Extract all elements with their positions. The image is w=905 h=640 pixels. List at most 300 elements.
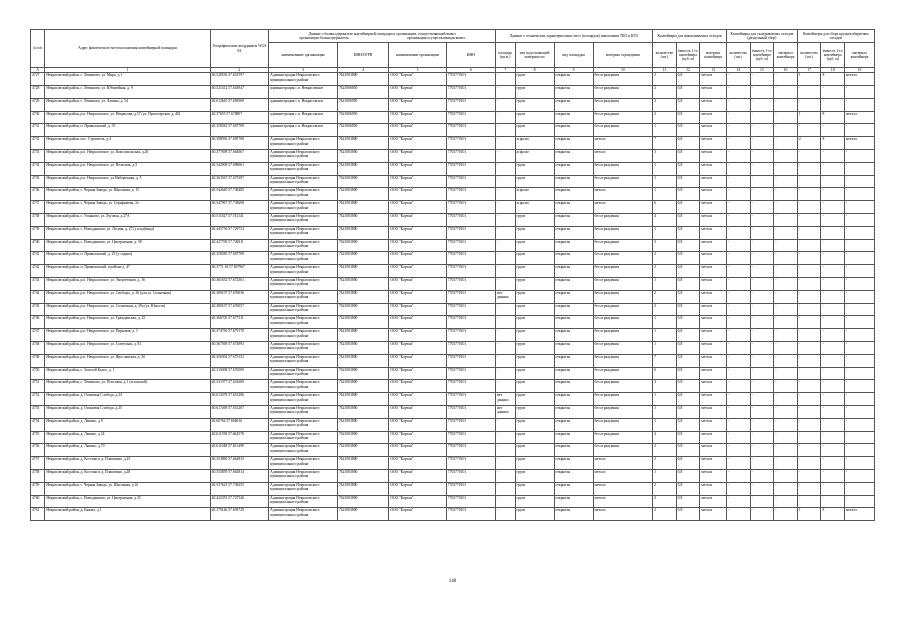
table-cell: - (726, 201, 750, 214)
table-cell: - (821, 239, 845, 252)
table-cell: 4738 (31, 214, 45, 227)
table-cell: 1 (653, 329, 677, 342)
table-cell: - (774, 150, 798, 163)
col-num: 10 (593, 68, 653, 73)
table-cell: без ограждения (593, 162, 653, 175)
table-cell: - (496, 278, 516, 291)
header-tech-group: Данные о технических характеристиках мест (площадок) накопления ТКО и КГО (496, 30, 653, 43)
table-cell: - (750, 201, 774, 214)
table-cell: Некрасовский район, д. Осиновая Слобода, д.24 (45, 393, 210, 406)
table-cell: металл (593, 482, 653, 495)
header-inn-ogrn: ИНН/ОГРН (337, 43, 388, 68)
table-cell: - (750, 98, 774, 111)
table-cell: 40.531977 57.641669 (210, 380, 269, 393)
table-row (31, 431, 875, 444)
table-cell: ООО "Картан" (389, 252, 446, 265)
table-cell: 4745 (31, 303, 45, 316)
table-cell: - (726, 188, 750, 201)
table-cell: - (797, 444, 821, 457)
table-cell: 3 (653, 98, 677, 111)
table-cell: Администрация Некрасовского муниципального района (269, 354, 338, 367)
table-cell: 2 (653, 73, 677, 86)
table-cell: ООО "Картан" (389, 380, 446, 393)
table-cell: ООО "Картан" (389, 393, 446, 406)
table-cell: - (797, 278, 821, 291)
table-cell: - (726, 137, 750, 150)
table-cell: Некрасовский район, д. Бяковл, д.1 (45, 508, 210, 521)
table-cell: 0,8 (676, 150, 700, 163)
table-cell: Администрация Некрасовского муниципального района (269, 214, 338, 227)
table-cell: - (750, 124, 774, 137)
table-cell: 0,8 (676, 188, 700, 201)
table-cell: 1 (653, 226, 677, 239)
table-cell: ООО "Картан" (389, 226, 446, 239)
header-geo: Географические координаты WGS 84 (210, 30, 269, 68)
table-cell: металл (700, 431, 727, 444)
table-cell: - (774, 111, 798, 124)
table-cell: без ограждения (593, 418, 653, 431)
header-balance-sub: организация-балансодержатель (299, 36, 349, 40)
table-cell: - (845, 265, 875, 278)
table-cell: 40.521412 57.643947 (210, 86, 269, 99)
table-cell: - (797, 303, 821, 316)
table-cell: 0,8 (676, 265, 700, 278)
table-cell: 8 (821, 111, 845, 124)
table-cell: 0,8 (676, 201, 700, 214)
table-cell: 3 (653, 150, 677, 163)
table-row (31, 252, 875, 265)
table-cell: 7621003800 (337, 137, 388, 150)
table-cell: - (797, 98, 821, 111)
table-cell: 7703770101 (446, 470, 495, 483)
table-cell: Администрация Некрасовского муниципального района (269, 265, 338, 278)
table-cell: - (774, 406, 798, 419)
table-cell: Администрация Некрасовского муниципального района (269, 418, 338, 431)
table-cell: 7703770101 (446, 73, 495, 86)
table-cell: металл (593, 508, 653, 521)
table-cell: - (797, 329, 821, 342)
table-cell: 7703770101 (446, 111, 495, 124)
table-cell: 0,8 (676, 73, 700, 86)
table-cell: - (797, 290, 821, 303)
col-num: 16 (774, 68, 798, 73)
table-cell: Администрация Некрасовского муниципального района (269, 137, 338, 150)
table-cell: - (496, 457, 516, 470)
table-cell: - (821, 329, 845, 342)
table-cell: - (774, 188, 798, 201)
table-cell: - (845, 316, 875, 329)
table-cell: ООО "Картан" (389, 98, 446, 111)
table-cell: ООО "Картан" (389, 278, 446, 291)
table-cell: 8 (821, 508, 845, 521)
table-cell: - (845, 239, 875, 252)
table-cell: ООО "Картан" (389, 162, 446, 175)
header-carrier-sub: организация осуществляющая вывоз (406, 36, 465, 40)
table-cell: асфальт (515, 137, 554, 150)
table-cell: - (774, 239, 798, 252)
table-cell: 4759 (31, 482, 45, 495)
table-cell: - (845, 329, 875, 342)
table-cell: грунт (515, 303, 554, 316)
table-row (31, 495, 875, 508)
table-cell: 7621003800 (337, 444, 388, 457)
col-num: 18 (821, 68, 845, 73)
table-cell: Некрасовский район, п. Приволжский, д. 35 (45, 124, 210, 137)
col-num: 17 (797, 68, 821, 73)
header-surface: тип подстилающей поверхности (515, 43, 554, 68)
table-cell: без ограждения (593, 252, 653, 265)
header-qty-1: количество (шт.) (653, 43, 677, 68)
table-cell: 40.361632 57.672361 (210, 278, 269, 291)
table-cell: - (750, 482, 774, 495)
table-cell: 4752 (31, 393, 45, 406)
table-cell: - (750, 329, 774, 342)
table-cell: 40.537623 57.738255 (210, 482, 269, 495)
table-cell: 0,8 (676, 508, 700, 521)
table-cell: 7703770101 (446, 239, 495, 252)
table-cell: грунт (515, 354, 554, 367)
table-cell: - (496, 495, 516, 508)
table-cell: 0,8 (676, 226, 700, 239)
table-cell: - (845, 482, 875, 495)
table-cell: 40.377698 57.664067 (210, 150, 269, 163)
table-cell: - (774, 444, 798, 457)
table-cell: открытая (554, 316, 593, 329)
table-cell: грунт (515, 111, 554, 124)
table-cell: открытая (554, 406, 593, 419)
table-cell: - (845, 188, 875, 201)
table-cell: без ограждения (593, 278, 653, 291)
table-cell: без ограждения (593, 342, 653, 355)
col-num: 11 (653, 68, 677, 73)
table-cell: металл (700, 354, 727, 367)
table-cell: открытая (554, 98, 593, 111)
table-cell: Администрация Некрасовского муниципального района (269, 252, 338, 265)
table-cell: без ограждения (593, 431, 653, 444)
table-cell: 40.353869 57.662815 (210, 457, 269, 470)
header-material-1: материал контейнера (700, 43, 727, 68)
table-cell: 4757 (31, 457, 45, 470)
table-cell: 0,8 (676, 316, 700, 329)
col-num: 19 (845, 68, 875, 73)
table-cell: - (496, 354, 516, 367)
table-cell: металл (845, 111, 875, 124)
table-cell: ООО "Картан" (389, 457, 446, 470)
table-cell: грунт (515, 457, 554, 470)
col-num: 9 (554, 68, 593, 73)
table-cell: - (774, 265, 798, 278)
table-cell: 0,8 (676, 239, 700, 252)
table-cell: - (750, 111, 774, 124)
table-cell: без ограждения (593, 329, 653, 342)
table-cell: 7703770101 (446, 444, 495, 457)
table-cell: открытая (554, 214, 593, 227)
table-cell: - (821, 457, 845, 470)
table-cell: - (750, 175, 774, 188)
table-cell: 2 (653, 290, 677, 303)
table-cell: открытая (554, 290, 593, 303)
table-cell: открытая (554, 252, 593, 265)
table-cell: металл (700, 482, 727, 495)
table-cell: 0,8 (676, 418, 700, 431)
table-cell: - (797, 495, 821, 508)
table-cell: Некрасовский район, р.п. Некрасовское, ул. Некрасова, д.57 (ул. Пролетарская, д. 40) (45, 111, 210, 124)
table-cell: - (750, 239, 774, 252)
table-row (31, 137, 875, 150)
table-cell: открытая (554, 418, 593, 431)
page-number: 140 (448, 579, 457, 584)
table-cell: 0,8 (676, 354, 700, 367)
table-cell: 0,8 (676, 303, 700, 316)
table-cell: - (496, 124, 516, 137)
table-cell: - (750, 265, 774, 278)
table-cell: - (496, 431, 516, 444)
table-cell: 7703770101 (446, 342, 495, 355)
col-num: А (31, 68, 45, 73)
table-cell: - (750, 150, 774, 163)
header-area: площадь (кв.м.) (496, 43, 516, 68)
table-cell: - (726, 86, 750, 99)
table-cell: 40.367569 57.674993 (210, 342, 269, 355)
table-cell: 4729 (31, 98, 45, 111)
table-cell: - (845, 457, 875, 470)
table-cell: 7703770101 (446, 175, 495, 188)
table-row (31, 265, 875, 278)
table-cell: открытая (554, 354, 593, 367)
table-row (31, 162, 875, 175)
table-cell: - (750, 470, 774, 483)
table-cell: - (496, 86, 516, 99)
table-cell: ООО "Картан" (389, 73, 446, 86)
table-cell: 40.363567 57.675397 (210, 175, 269, 188)
table-cell: металл (845, 73, 875, 86)
table-cell: грунт (515, 265, 554, 278)
table-row (31, 482, 875, 495)
header-material-2: материал контейнера (774, 43, 798, 68)
table-cell: 0,8 (676, 329, 700, 342)
table-cell: - (845, 226, 875, 239)
table-cell: без ограждения (593, 226, 653, 239)
table-cell: - (797, 457, 821, 470)
table-cell: без ограждения (593, 124, 653, 137)
table-cell: администрация с.п. Некрасовское (269, 124, 338, 137)
table-cell: Администрация Некрасовского муниципального района (269, 508, 338, 521)
table-cell: грунт (515, 239, 554, 252)
table-cell: грунт (515, 380, 554, 393)
table-cell: 7621003800 (337, 175, 388, 188)
table-cell: 4739 (31, 226, 45, 239)
table-cell: асфальт (515, 150, 554, 163)
table-cell: - (726, 316, 750, 329)
header-carrier-name: наименование организации (389, 43, 446, 68)
table-cell: 0,8 (676, 278, 700, 291)
table-cell: 7703770101 (446, 124, 495, 137)
table-cell: ООО "Картан" (389, 124, 446, 137)
table-cell: - (845, 380, 875, 393)
table-cell: 40.445756 57.729754 (210, 226, 269, 239)
table-row (31, 73, 875, 86)
table-cell: 4754 (31, 418, 45, 431)
table-cell: Некрасовский район, д. Осиновая Слобода, д.25 (45, 406, 210, 419)
table-cell: - (845, 470, 875, 483)
table-cell: металл (845, 137, 875, 150)
registry-sheet (30, 29, 875, 521)
table-cell: 40.356302 57.675152 (210, 354, 269, 367)
table-cell: металл (700, 406, 727, 419)
table-cell: - (726, 150, 750, 163)
table-cell: 40.511827 57.741141 (210, 214, 269, 227)
table-cell: - (496, 367, 516, 380)
table-cell: - (845, 367, 875, 380)
table-cell: 4728 (31, 86, 45, 99)
table-cell: - (797, 393, 821, 406)
table-cell: без ограждения (593, 406, 653, 419)
table-cell: без ограждения (593, 239, 653, 252)
table-cell: - (845, 201, 875, 214)
table-cell: - (797, 124, 821, 137)
table-cell: 4742 (31, 265, 45, 278)
table-cell: - (821, 98, 845, 111)
table-cell: асфальт (515, 188, 554, 201)
table-cell: грунт (515, 406, 554, 419)
table-cell: Администрация Некрасовского муниципального района (269, 316, 338, 329)
table-cell: 4734 (31, 162, 45, 175)
table-cell: грунт (515, 73, 554, 86)
table-cell: Некрасовский район, д. Лапино, д.9 (45, 418, 210, 431)
table-row (31, 278, 875, 291)
table-cell: - (821, 406, 845, 419)
table-cell: - (821, 431, 845, 444)
table-cell: ООО "Картан" (389, 86, 446, 99)
table-cell: - (496, 137, 516, 150)
table-cell: - (774, 290, 798, 303)
table-cell: открытая (554, 239, 593, 252)
table-cell: - (726, 239, 750, 252)
table-cell: Администрация Некрасовского муниципального района (269, 444, 338, 457)
table-cell: открытая (554, 393, 593, 406)
table-cell: - (821, 380, 845, 393)
table-cell: Администрация Некрасовского муниципального района (269, 495, 338, 508)
table-cell: грунт (515, 316, 554, 329)
table-cell: 7621003800 (337, 188, 388, 201)
col-num: 1 (45, 68, 210, 73)
table-cell: - (750, 214, 774, 227)
table-cell: грунт (515, 98, 554, 111)
table-cell: - (774, 495, 798, 508)
table-cell: - (726, 406, 750, 419)
table-cell: без ограждения (593, 175, 653, 188)
table-cell: - (774, 303, 798, 316)
table-cell: - (821, 354, 845, 367)
table-row (31, 111, 875, 124)
table-row (31, 367, 875, 380)
table-cell: - (774, 431, 798, 444)
table-cell: Некрасовский район, с. Черная Заводь, ул. Школьная, д. 15 (45, 188, 210, 201)
table-cell: - (726, 495, 750, 508)
table-cell: без ограждения (593, 73, 653, 86)
table-row (31, 393, 875, 406)
table-cell: металл (700, 342, 727, 355)
table-cell: - (821, 214, 845, 227)
table-cell: 6 (653, 367, 677, 380)
table-cell: металл (593, 188, 653, 201)
table-cell: - (726, 393, 750, 406)
table-cell: Администрация Некрасовского муниципального района (269, 278, 338, 291)
table-cell: - (821, 201, 845, 214)
table-cell: без ограждения (593, 214, 653, 227)
table-cell: Администрация Некрасовского муниципального района (269, 380, 338, 393)
header-tko-group: Контейнеры для накапливаемых отходов (653, 30, 727, 43)
table-cell: металл (700, 380, 727, 393)
table-cell: без ограждения (593, 393, 653, 406)
table-cell: Некрасовский район, с. Черная Заводь, ул. Серафимова, 2а (45, 201, 210, 214)
table-cell: металл (593, 470, 653, 483)
table-cell: 7703770101 (446, 406, 495, 419)
table-cell: Некрасовский район, п. Приволжский, д. 25 (у садика) (45, 252, 210, 265)
table-row (31, 124, 875, 137)
table-cell: - (496, 482, 516, 495)
table-cell: металл (700, 239, 727, 252)
table-row (31, 444, 875, 457)
table-cell: 7621006850 (337, 124, 388, 137)
table-cell: металл (700, 86, 727, 99)
table-cell: 0,8 (676, 162, 700, 175)
table-cell: 2 (653, 303, 677, 316)
table-cell: ООО "Картан" (389, 214, 446, 227)
table-cell: 7703770101 (446, 329, 495, 342)
table-cell: - (797, 316, 821, 329)
header-no: № п/п (31, 30, 45, 68)
table-cell: 7703770101 (446, 98, 495, 111)
table-cell: 40.547967 57.733698 (210, 201, 269, 214)
table-cell: - (774, 342, 798, 355)
table-cell: 2 (653, 265, 677, 278)
table-cell: 7621006850 (337, 86, 388, 99)
table-cell: 7621003800 (337, 482, 388, 495)
table-cell: - (750, 457, 774, 470)
table-cell: грунт (515, 329, 554, 342)
table-cell: 7703770101 (446, 252, 495, 265)
table-cell: - (496, 98, 516, 111)
table-cell: 7621003800 (337, 380, 388, 393)
table-cell: - (496, 214, 516, 227)
table-cell: ООО "Картан" (389, 265, 446, 278)
table-cell: 7 (653, 354, 677, 367)
table-cell: металл (700, 265, 727, 278)
table-cell: открытая (554, 86, 593, 99)
table-cell: 3 (653, 380, 677, 393)
table-cell: Администрация Некрасовского муниципального района (269, 406, 338, 419)
table-cell: 0,8 (676, 380, 700, 393)
table-cell: ООО "Картан" (389, 303, 446, 316)
col-num: 6 (446, 68, 495, 73)
table-cell: администрация с.п. Некрасовское (269, 86, 338, 99)
table-cell: - (797, 162, 821, 175)
table-cell: - (496, 418, 516, 431)
table-row (31, 316, 875, 329)
table-row (31, 290, 875, 303)
table-cell: 7 (653, 137, 677, 150)
table-cell: Администрация Некрасовского муниципального района (269, 239, 338, 252)
col-num: 8 (515, 68, 554, 73)
table-cell: ООО "Картан" (389, 406, 446, 419)
table-cell: металл (700, 73, 727, 86)
header-material-3: материал контейнера (845, 43, 875, 68)
table-cell: 4760 (31, 495, 45, 508)
table-cell: Некрасовский район, р.п. Некрасовское, ул. Советская, д. 81 (45, 342, 210, 355)
table-cell: - (774, 329, 798, 342)
table-cell: Администрация Некрасовского муниципального района (269, 150, 338, 163)
